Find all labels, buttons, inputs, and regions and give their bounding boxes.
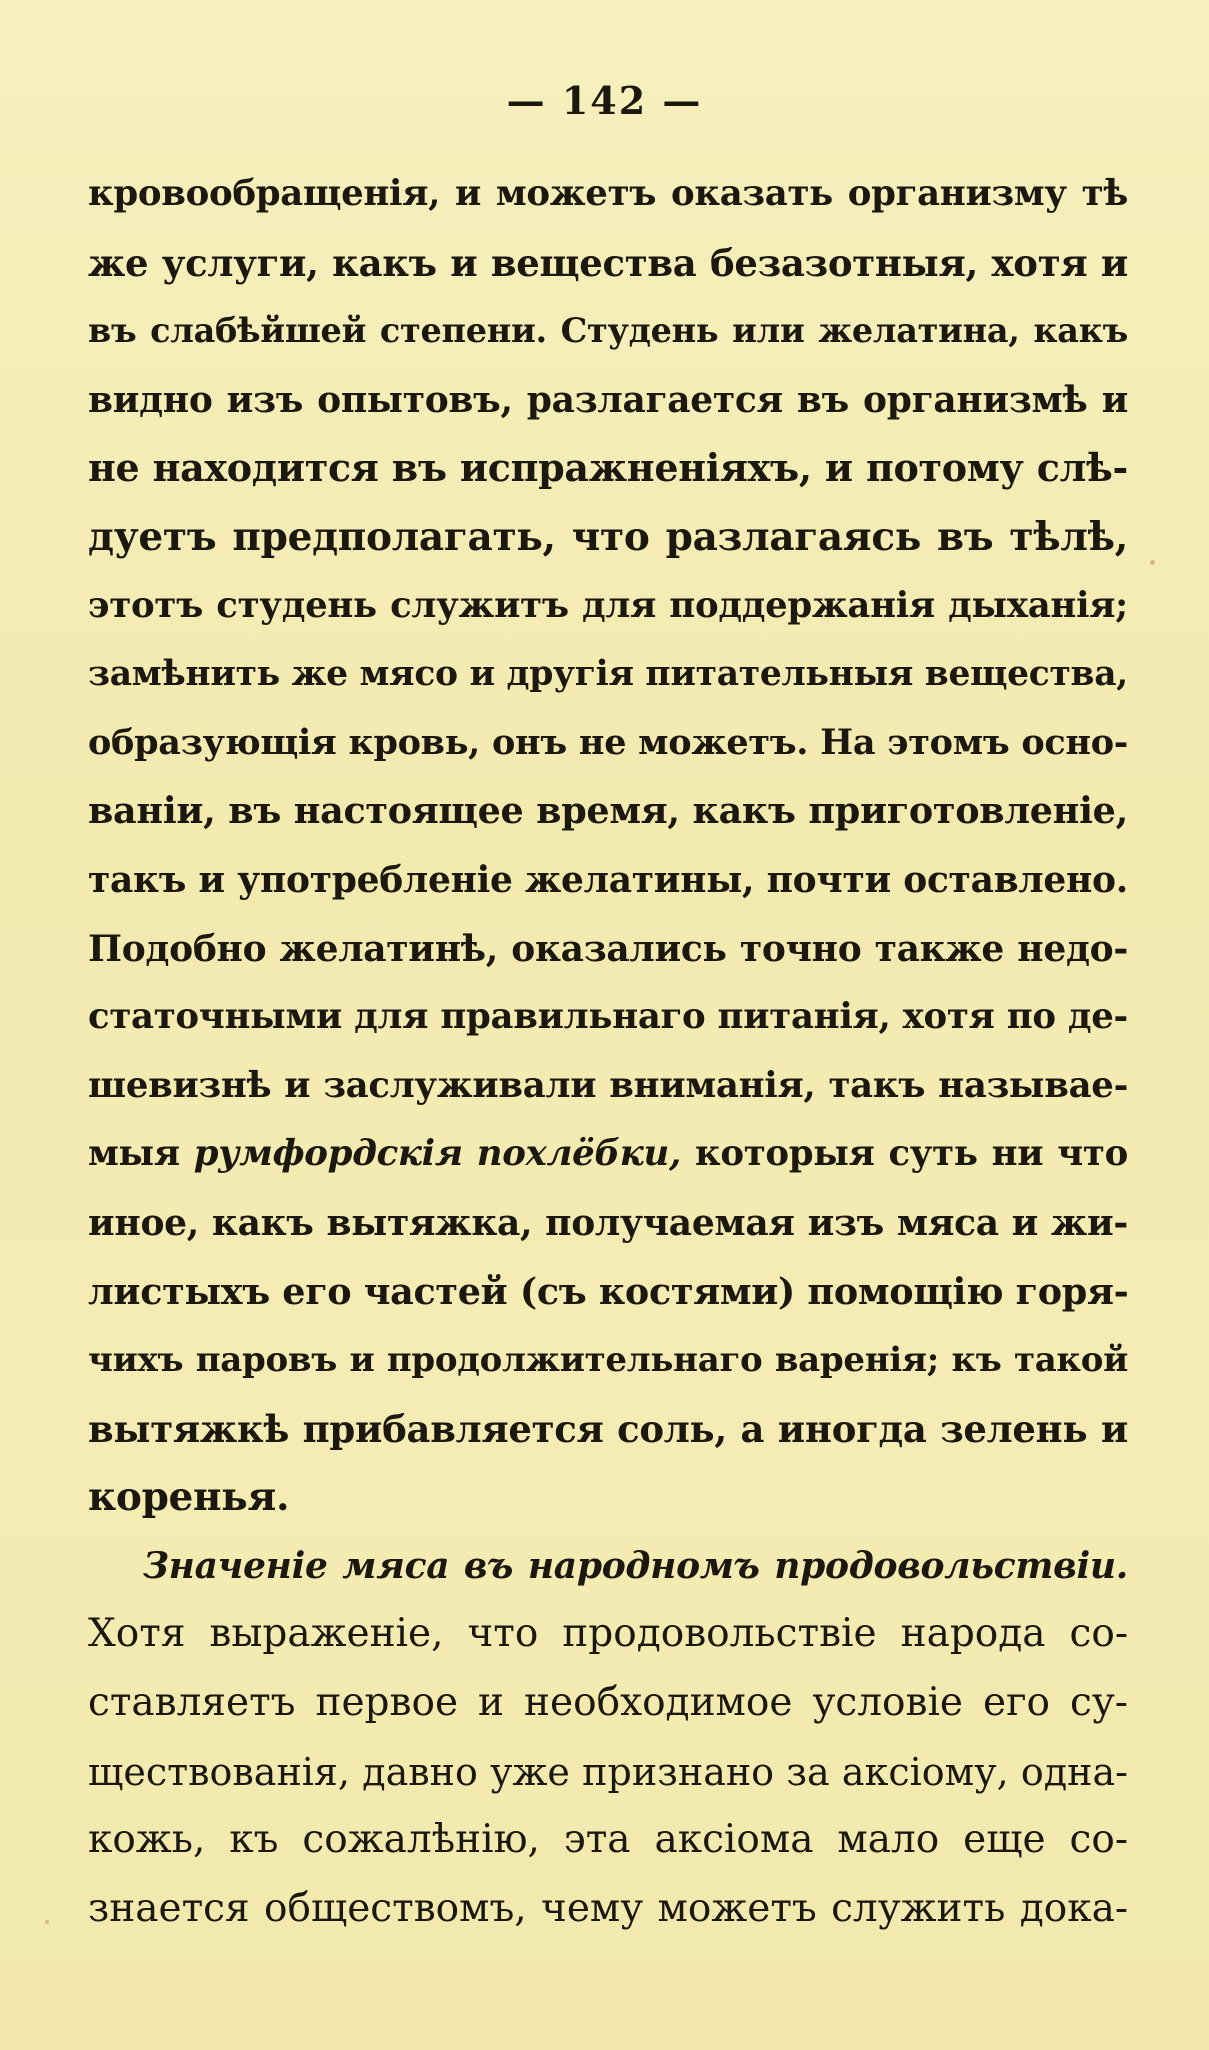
- text-segment: мыя: [88, 1133, 194, 1175]
- text-line: вытяжкѣ прибавляется соль, а иногда зелень и: [88, 1406, 1128, 1451]
- section-heading: Значеніе мяса въ народномъ продовольствіи.: [143, 1544, 1128, 1587]
- text-line: статочными для правильнаго питанія, хотя по де-: [88, 996, 1128, 1038]
- text-line: иное, какъ вытяжка, получаемая изъ мяса и жи-: [88, 1201, 1128, 1244]
- text-line: дуетъ предполагать, что разлагаясь въ тѣлѣ,: [88, 513, 1128, 560]
- text-line: въ слабѣйшей степени. Студень или желатина, какъ: [88, 311, 1128, 351]
- text-line: ваніи, въ настоящее время, какъ приготовленіе,: [88, 789, 1128, 833]
- text-line: Подобно желатинѣ, оказались точно также недо-: [88, 927, 1128, 970]
- text-line: чихъ паровъ и продолжительнаго варенія; къ такой: [88, 1340, 1128, 1381]
- text-line: Хотя выраженіе, что продовольствіе народа со-: [88, 1611, 1128, 1657]
- body-text: [88, 160, 1128, 1943]
- text-line: коренья.: [88, 1474, 290, 1521]
- text-line: шевизнѣ и заслуживали вниманія, такъ называе-: [88, 1064, 1128, 1106]
- text-line: знается обществомъ, чему можетъ служить дока-: [88, 1885, 1128, 1931]
- text-line: ществованія, давно уже признано за аксіому, одна-: [88, 1749, 1128, 1794]
- text-line: ставляетъ первое и необходимое условіе его су-: [88, 1680, 1128, 1726]
- text-line: этотъ студень служитъ для поддержанія дыханія;: [88, 584, 1128, 626]
- text-line: видно изъ опытовъ, разлагается въ организмѣ и: [88, 378, 1128, 421]
- italic-term: румфордскія похлёбки,: [193, 1133, 682, 1175]
- paper-speck: [45, 1920, 49, 1924]
- text-line: образующія кровь, онъ не можетъ. На этомъ осно-: [88, 721, 1128, 763]
- paper-speck: [1150, 560, 1155, 565]
- text-line: же услуги, какъ и вещества безазотныя, хотя и: [88, 240, 1128, 285]
- text-line: кровообращенія, и можетъ оказать организму тѣ: [88, 173, 1128, 214]
- text-line: листыхъ его частей (съ костями) помощію горя-: [88, 1269, 1128, 1313]
- text-line: замѣнить же мясо и другія питательныя вещества,: [88, 654, 1128, 695]
- page-number: — 142 —: [506, 78, 703, 123]
- text-segment: которыя суть ни что: [681, 1133, 1128, 1175]
- text-line: такъ и употребленіе желатины, почти оставлено.: [88, 858, 1128, 901]
- text-line: не находится въ испражненіяхъ, и потому слѣ-: [88, 445, 1128, 491]
- text-line: кожь, къ сожалѣнію, эта аксіома мало еще со-: [88, 1817, 1128, 1863]
- text-line-with-italic: [88, 1120, 1128, 1189]
